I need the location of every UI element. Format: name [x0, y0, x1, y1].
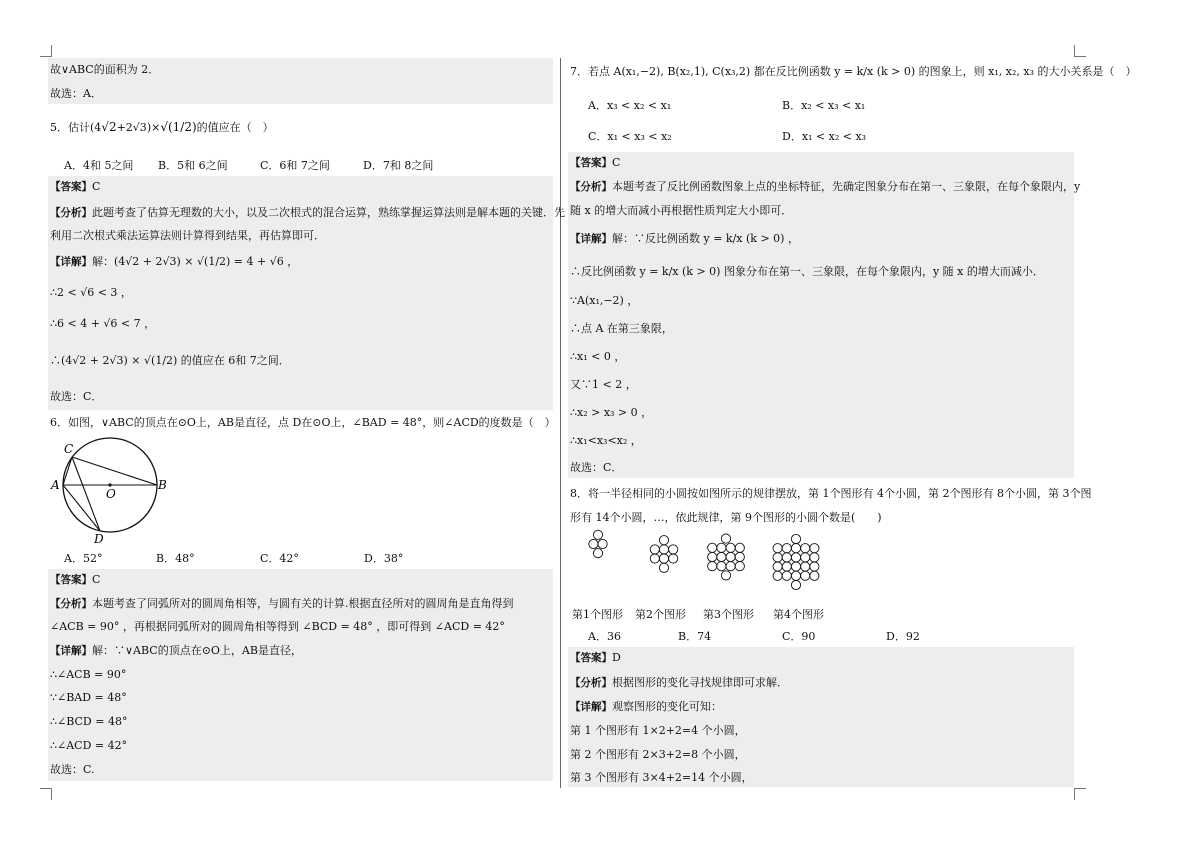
small-circle [791, 580, 800, 589]
small-circle [791, 571, 800, 580]
q5-detail-4: ∴(4√2 + 2√3) × √(1/2) 的值应在 6和 7之间． [50, 354, 290, 367]
area-line: 故∨ABC的面积为 2． [50, 63, 160, 76]
q7-detail-1: 【详解】解：∵反比例函数 y = k/x (k > 0) ， [570, 232, 799, 245]
small-circle [589, 539, 598, 548]
caption-pattern-2: 第2个图形 [635, 608, 686, 621]
small-circle [801, 571, 810, 580]
small-circle [721, 534, 730, 543]
q7-answer-line: 故选：C． [570, 461, 623, 474]
small-circle [708, 543, 717, 552]
q6-answer-line: 故选：C. [50, 763, 95, 776]
q5-option-d: D．7和 8之间 [363, 159, 434, 172]
small-circle [669, 554, 678, 563]
small-circle [782, 544, 791, 553]
pattern-3 [708, 534, 745, 580]
q6-detail-2: ∴∠ACB = 90° [50, 668, 127, 681]
circle-figure [50, 436, 170, 544]
pattern-2 [650, 536, 678, 573]
small-circle [801, 562, 810, 571]
q6-analysis-1: 【分析】本题考查了同弧所对的圆周角相等，与圆有关的计算.根据直径所对的圆周角是直角得到 [50, 597, 514, 610]
q7-detail-5: ∴x₁ < 0 ， [570, 350, 626, 363]
q7-analysis-2: 随 x 的增大而减小再根据性质判定大小即可． [570, 204, 793, 217]
crop-mark-bottom-left [40, 788, 52, 800]
q6-detail-1: 【详解】解：∵∨ABC的顶点在⊙O上，AB是直径， [50, 644, 302, 657]
small-circle [726, 562, 735, 571]
small-circle [810, 562, 819, 571]
q6-option-d: D．38° [364, 552, 404, 565]
small-circle [593, 530, 602, 539]
q7-detail-6: 又∵1 < 2 ， [570, 378, 637, 391]
q6-detail-3: ∵∠BAD = 48° [50, 691, 127, 704]
q5-solution-block [48, 176, 565, 410]
small-circle [659, 545, 668, 554]
previous-answer-block [48, 58, 553, 104]
segment-cb [72, 457, 157, 485]
q6-option-a: A．52° [64, 552, 103, 565]
q7-detail-3: ∵A(x₁,−2) ， [570, 294, 639, 307]
small-circle [708, 552, 717, 561]
q8-detail-2: 第 1 个图形有 1×2+2=4 个小圆， [570, 724, 746, 737]
q5-analysis-1: 【分析】此题考查了估算无理数的大小，以及二次根式的混合运算，熟练掌握运算法则是解本题的关键．先 [50, 206, 565, 219]
small-circle [717, 552, 726, 561]
small-circle [735, 552, 744, 561]
q6-stem: 6．如图，∨ABC的顶点在⊙O上，AB是直径，点 D在⊙O上，∠BAD = 48°，则∠ACD的度数是（ ） [50, 416, 556, 429]
small-circle [650, 554, 659, 563]
small-circle [721, 571, 730, 580]
small-circle [773, 544, 782, 553]
label-c: C [64, 442, 74, 456]
small-circle [801, 553, 810, 562]
crop-mark-bottom-right [1074, 788, 1086, 800]
q5-option-c: C．6和 7之间 [260, 159, 330, 172]
q8-detail-3: 第 2 个图形有 2×3+2=8 个小圆， [570, 748, 746, 761]
q7-solution-block [568, 152, 1081, 478]
q7-detail-8: ∴x₁<x₃<x₂ ， [570, 434, 642, 447]
q7-option-d: D．x₁ < x₂ < x₃ [782, 130, 867, 143]
small-circle [810, 553, 819, 562]
q8-answer: 【答案】D [570, 651, 621, 664]
segment-ac [63, 457, 72, 485]
small-circle [782, 571, 791, 580]
small-circle [717, 543, 726, 552]
q8-option-c: C．90 [782, 630, 816, 643]
small-circle [659, 536, 668, 545]
q5-analysis-2: 利用二次根式乘法运算法则计算得到结果，再估算即可． [50, 229, 325, 242]
small-circle [717, 562, 726, 571]
q7-detail-2: ∴反比例函数 y = k/x (k > 0) 图象分布在第一、三象限，在每个象限内，y 随 x 的增大而减小． [570, 265, 1044, 278]
small-circle [782, 562, 791, 571]
q5-option-a: A．4和 5之间 [64, 159, 134, 172]
q5-detail-3: ∴6 < 4 + √6 < 7 ， [50, 317, 156, 330]
q8-stem-2: 形有 14个小圆，…，依此规律，第 9个图形的小圆个数是( ) [570, 511, 882, 524]
small-circle [773, 571, 782, 580]
small-circle [593, 549, 602, 558]
small-circle [791, 544, 800, 553]
q5-stem: 5．估计(4√2+2√3)×√(1/2)的值应在（ ） [50, 120, 274, 134]
q6-option-b: B．48° [156, 552, 195, 565]
circle-patterns-figure [578, 528, 848, 600]
q7-option-c: C．x₁ < x₃ < x₂ [588, 130, 672, 143]
q5-detail-1: 【详解】解：(4√2 + 2√3) × √(1/2) = 4 + √6 ， [50, 255, 299, 268]
small-circle [650, 545, 659, 554]
q8-option-d: D．92 [886, 630, 920, 643]
q5-answer-line: 故选：C． [50, 390, 103, 403]
small-circle [598, 539, 607, 548]
q6-solution-block [48, 569, 553, 781]
small-circle [708, 562, 717, 571]
q5-detail-2: ∴2 < √6 < 3 ， [50, 286, 132, 299]
q6-detail-5: ∴∠ACD = 42° [50, 739, 128, 752]
segment-cd [72, 457, 100, 531]
q6-detail-4: ∴∠BCD = 48° [50, 715, 128, 728]
q8-detail-1: 【详解】观察图形的变化可知： [570, 700, 722, 713]
q7-option-a: A．x₃ < x₂ < x₁ [588, 99, 672, 112]
small-circle [735, 543, 744, 552]
q5-option-b: B．5和 6之间 [158, 159, 228, 172]
small-circle [801, 544, 810, 553]
q6-answer: 【答案】C [50, 573, 101, 586]
label-b: B [158, 478, 167, 492]
q8-option-a: A．36 [588, 630, 621, 643]
small-circle [773, 553, 782, 562]
q6-option-c: C．42° [260, 552, 299, 565]
small-circle [735, 562, 744, 571]
label-o: O [106, 487, 116, 501]
small-circle [791, 553, 800, 562]
label-a: A [51, 478, 60, 492]
small-circle [659, 554, 668, 563]
q7-stem: 7．若点 A(x₁,−2), B(x₂,1), C(x₃,2) 都在反比例函数 y = k/x (k > 0) 的图象上，则 x₁, x₂, x₃ 的大小关系是（ ） [570, 65, 1137, 78]
small-circle [810, 571, 819, 580]
q8-solution-block [568, 647, 1074, 787]
column-divider [560, 58, 561, 788]
pattern-1 [589, 530, 607, 558]
small-circle [669, 545, 678, 554]
q7-option-b: B．x₂ < x₃ < x₁ [782, 99, 866, 112]
caption-pattern-4: 第4个图形 [773, 608, 824, 621]
small-circle [782, 553, 791, 562]
q7-detail-4: ∴点 A 在第三象限， [570, 322, 673, 335]
q7-detail-7: ∴x₂ > x₃ > 0 ， [570, 406, 653, 419]
q8-detail-4: 第 3 个图形有 3×4+2=14 个小圆， [570, 771, 753, 784]
q5-answer: 【答案】C [50, 180, 101, 193]
pattern-4 [773, 534, 819, 589]
label-d: D [94, 532, 104, 544]
caption-pattern-1: 第1个图形 [572, 608, 623, 621]
caption-pattern-3: 第3个图形 [703, 608, 754, 621]
q8-analysis-1: 【分析】根据图形的变化寻找规律即可求解． [570, 676, 788, 689]
crop-mark-top-right [1074, 45, 1086, 57]
q7-analysis-1: 【分析】本题考查了反比例函数图象上点的坐标特征，先确定图象分布在第一、三象限，在每个象限内，y [570, 180, 1081, 193]
small-circle [659, 563, 668, 572]
crop-mark-top-left [40, 45, 52, 57]
q8-option-b: B．74 [678, 630, 712, 643]
answer-line: 故选：A． [50, 87, 102, 100]
q6-analysis-2: ∠ACB = 90° ，再根据同弧所对的圆周角相等得到 ∠BCD = 48° ，即可得到 ∠ACD = 42° [50, 620, 505, 633]
small-circle [791, 562, 800, 571]
q7-answer: 【答案】C [570, 156, 621, 169]
small-circle [810, 544, 819, 553]
small-circle [791, 534, 800, 543]
small-circle [726, 552, 735, 561]
q8-stem-1: 8．将一半径相同的小圆按如图所示的规律摆放，第 1个图形有 4个小圆，第 2个图形有 8个小圆，第 3个图 [570, 487, 1092, 500]
small-circle [726, 543, 735, 552]
small-circle [773, 562, 782, 571]
